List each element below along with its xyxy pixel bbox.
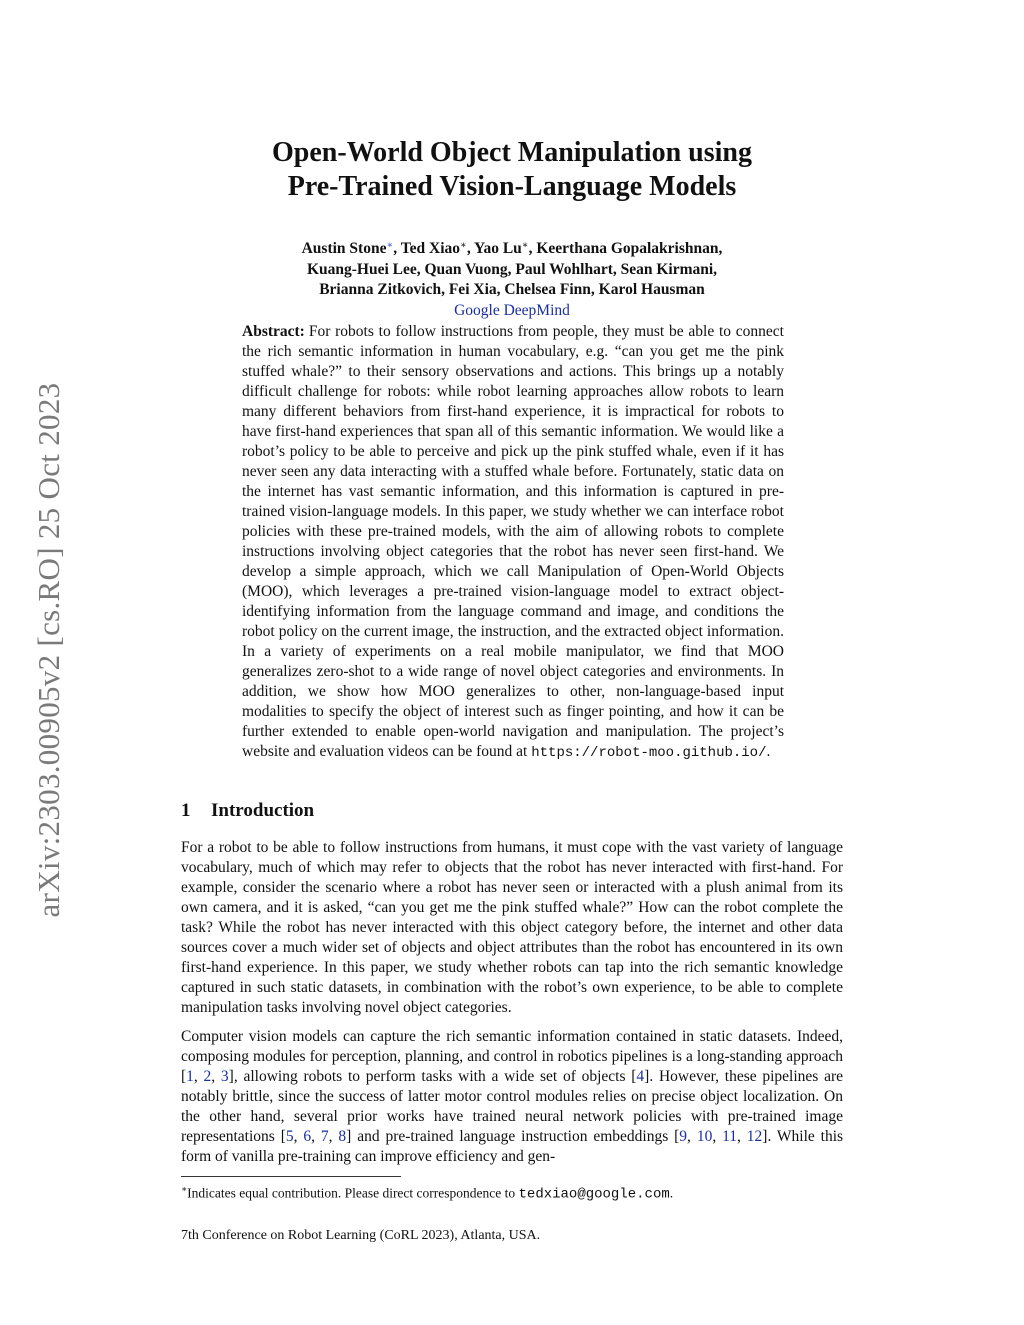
paragraph-text: ]. However, these pipelines are notably brittle, since the success of latter motor control modules relies on precise object localization. On the other hand, several prior works have trained neural network policies with pre-trained image representations [ — [181, 1068, 843, 1145]
project-url-link[interactable]: https://robot-moo.github.io/ — [531, 745, 767, 761]
author-block — [0, 236, 1024, 321]
citation-link[interactable]: 10 — [696, 1128, 713, 1145]
footnote-text: Indicates equal contribution. Please direct correspondence to — [187, 1185, 519, 1201]
citation-separator: , — [311, 1128, 321, 1145]
author-name: , Yao Lu — [466, 240, 522, 257]
citation-link[interactable]: 1 — [186, 1068, 194, 1085]
abstract-end: . — [766, 743, 771, 760]
section-number: 1 — [181, 800, 191, 821]
section-heading — [181, 800, 314, 822]
footnote — [181, 1180, 843, 1204]
correspondence-email[interactable]: tedxiao@google.com — [518, 1186, 670, 1203]
author-line-3: Brianna Zitkovich, Fei Xia, Chelsea Finn, Karol Hausman — [319, 281, 705, 298]
arxiv-sidebar — [26, 350, 72, 950]
paper-title — [0, 136, 1024, 204]
intro-paragraph-1: For a robot to be able to follow instructions from humans, it must cope with the vast variety of language vocabulary, much of which may refer to objects that the robot has never interacted with first-hand. For example, consider the scenario where a robot has never seen or interacted with a plush animal from its own camera, and it is asked, “can you get me the pink stuffed whale?” How can the robot complete the task? While the robot has never interacted with this object category before, the internet and other data sources cover a much wider set of objects and object attributes than the robot has encountered in its own first-hand experience. In this paper, we study whether robots can tap into the rich semantic knowledge captured in such static datasets, in combination with the robot’s own experience, to be able to complete manipulation tasks involving novel object categories. — [181, 839, 843, 1016]
intro-paragraph-2 — [181, 1027, 843, 1167]
citation-link[interactable]: 12 — [746, 1128, 763, 1145]
citation-link[interactable]: 6 — [303, 1128, 312, 1145]
citation-separator: , — [211, 1068, 221, 1085]
citation-link[interactable]: 4 — [636, 1068, 645, 1085]
paragraph-text: ] and pre-trained language instruction embeddings [ — [346, 1128, 680, 1145]
citation-separator: , — [328, 1128, 339, 1145]
equal-contribution-mark: ∗ — [521, 240, 529, 251]
citation-link[interactable]: 5 — [285, 1128, 294, 1145]
title-line-1: Open-World Object Manipulation using — [272, 137, 752, 168]
abstract-text: For robots to follow instructions from people, they must be able to connect the rich semantic information in human vocabulary, e.g. “can you get me the pink stuffed whale?” to their sensory observations and actions. This brings up a notably difficult challenge for robots: while robot learning approaches allow robots to learn many different behaviors from first-hand experience, it is impractical for robots to have first-hand experiences that span all of this semantic information. We would like a robot’s policy to be able to perceive and pick up the pink stuffed whale, even if it has never seen any data interacting with a stuffed whale before. Fortunately, static data on the internet has vast semantic information, and this information is captured in pre-trained vision-language models. In this paper, we study whether we can interface robot policies with these pre-trained models, with the aim of allowing robots to complete instructions involving object categories that the robot has never seen first-hand. We develop a simple approach, which we call Manipulation of Open-World Objects (MOO), which leverages a pre-trained vision-language model to extract object-identifying information from the language command and image, and conditions the robot policy on the current image, the instruction, and the extracted object information. In a variety of experiments on a real mobile manipulator, we find that MOO generalizes zero-shot to a wide range of novel object categories and environments. In addition, we show how MOO generalizes to other, non-language-based input modalities to specify the object of interest such as finger pointing, and how it can be further extended to enable open-world navigation and manipulation. The project’s website and evaluation videos can be found at — [242, 323, 784, 760]
footnote-mark: ∗ — [181, 1184, 188, 1194]
citation-link[interactable]: 8 — [338, 1128, 347, 1145]
author-name: , Ted Xiao — [393, 240, 461, 257]
author-line-2: Kuang-Huei Lee, Quan Vuong, Paul Wohlhart, Sean Kirmani, — [306, 260, 718, 278]
citation-link[interactable]: 11 — [722, 1128, 738, 1145]
footnote-divider — [181, 1176, 401, 1177]
equal-contribution-mark: ∗ — [460, 240, 467, 251]
abstract-label: Abstract: — [242, 323, 305, 340]
citation-link[interactable]: 2 — [203, 1068, 212, 1085]
author-name: Austin Stone — [301, 240, 387, 257]
citation-separator: , — [737, 1128, 747, 1145]
abstract — [242, 322, 784, 763]
citation-link[interactable]: 7 — [320, 1128, 329, 1145]
citation-link[interactable]: 9 — [679, 1128, 688, 1145]
author-line-1 — [0, 236, 1024, 260]
intro-body — [181, 838, 843, 1176]
conference-footer: 7th Conference on Robot Learning (CoRL 2023), Atlanta, USA. — [181, 1228, 541, 1243]
author-name: , Keerthana Gopalakrishnan, — [528, 240, 723, 257]
title-line-2: Pre-Trained Vision-Language Models — [287, 171, 737, 202]
citation-separator: , — [293, 1128, 304, 1145]
citation-separator: , — [193, 1068, 204, 1085]
paragraph-text: Computer vision models can capture the rich semantic information contained in static datasets. Indeed, composing modules for perception, planning, and control in robotics pipelines is a long-standing approach [ — [181, 1028, 843, 1085]
footnote-end: . — [669, 1185, 674, 1201]
paragraph-text: ]. While this form of vanilla pre-training can improve efficiency and gen- — [181, 1128, 844, 1165]
citation-link[interactable]: 3 — [220, 1068, 229, 1085]
citation-separator: , — [687, 1128, 697, 1145]
equal-contribution-mark[interactable]: ∗ — [386, 240, 394, 251]
affiliation: Google DeepMind — [454, 301, 570, 319]
citation-separator: , — [712, 1128, 723, 1145]
paragraph-text: ], allowing robots to perform tasks with a wide set of objects [ — [228, 1068, 637, 1085]
section-title: Introduction — [211, 800, 315, 821]
arxiv-identifier: arXiv:2303.00905v2 [cs.RO] 25 Oct 2023 — [31, 382, 66, 918]
